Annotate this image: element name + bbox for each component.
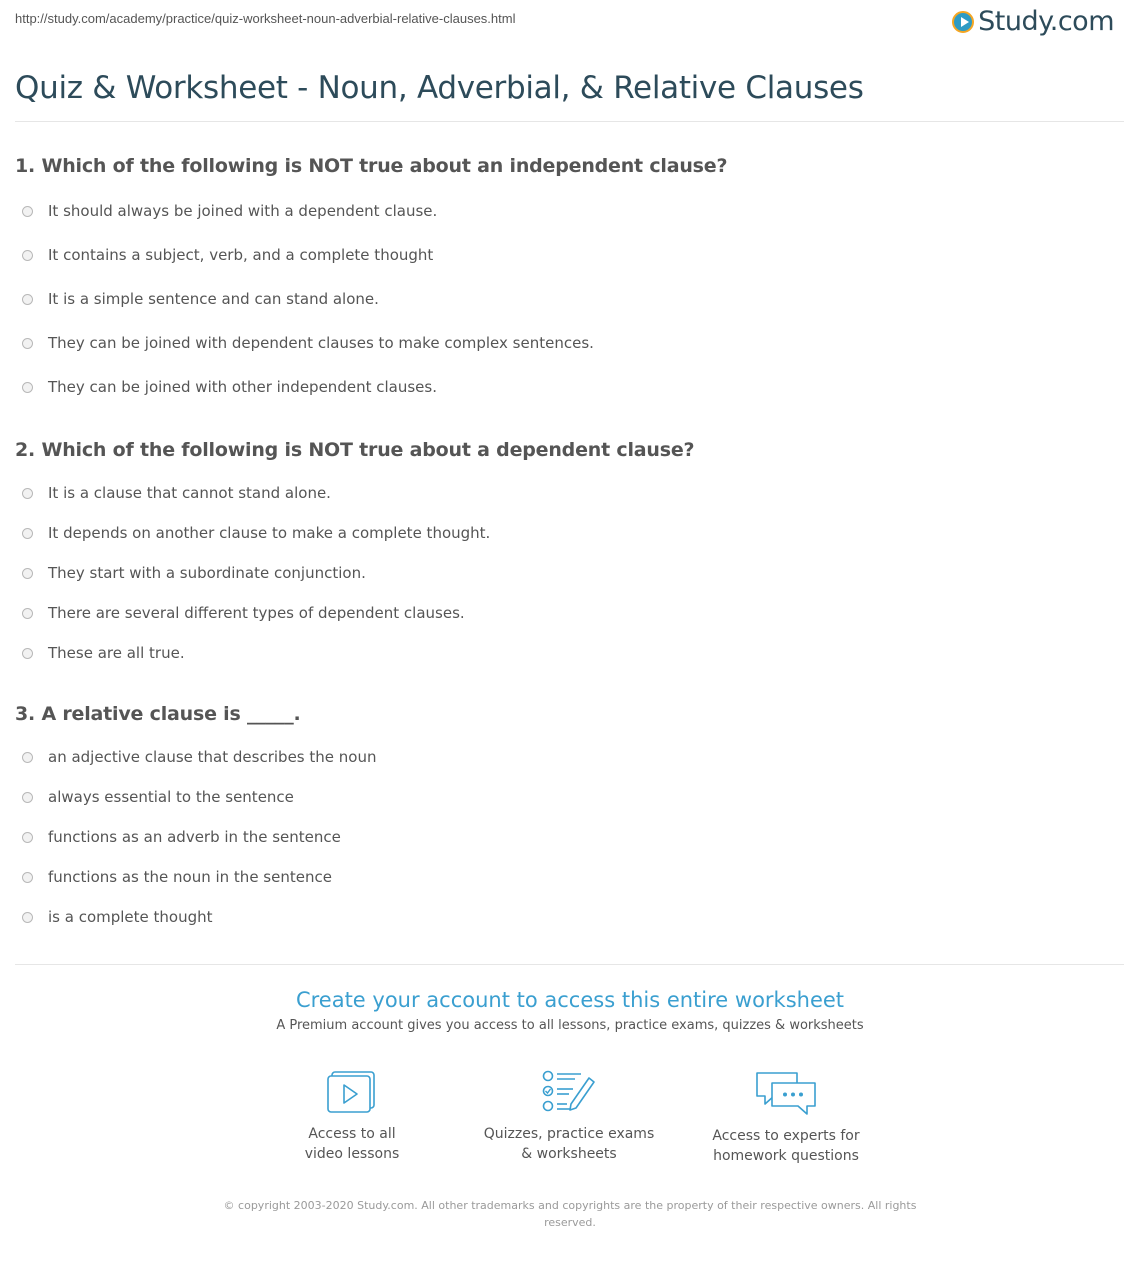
radio-button[interactable] bbox=[22, 872, 33, 883]
video-lessons-icon bbox=[326, 1070, 378, 1114]
divider bbox=[15, 121, 1124, 122]
answer-option[interactable] bbox=[22, 200, 594, 222]
play-circle-icon bbox=[952, 11, 974, 33]
feature-quizzes bbox=[469, 1070, 669, 1164]
radio-button[interactable] bbox=[22, 206, 33, 217]
answer-label: It contains a subject, verb, and a complete thought bbox=[48, 246, 434, 264]
feature-label: Quizzes, practice exams & worksheets bbox=[483, 1126, 655, 1162]
answer-option[interactable] bbox=[22, 866, 376, 888]
answer-label: is a complete thought bbox=[48, 908, 213, 926]
answer-option[interactable] bbox=[22, 244, 594, 266]
answer-label: functions as the noun in the sentence bbox=[48, 868, 332, 886]
answer-option[interactable] bbox=[22, 562, 490, 584]
question-1-text: 1. Which of the following is NOT true about an independent clause? bbox=[15, 155, 728, 177]
answer-option[interactable] bbox=[22, 826, 376, 848]
answer-option[interactable] bbox=[22, 642, 490, 664]
answer-label: They can be joined with other independent clauses. bbox=[48, 378, 437, 396]
radio-button[interactable] bbox=[22, 294, 33, 305]
question-2-options bbox=[22, 482, 490, 664]
answer-option[interactable] bbox=[22, 522, 490, 544]
logo-text: Study.com bbox=[978, 6, 1114, 37]
answer-option[interactable] bbox=[22, 288, 594, 310]
answer-label: It is a clause that cannot stand alone. bbox=[48, 484, 331, 502]
radio-button[interactable] bbox=[22, 912, 33, 923]
question-2-text: 2. Which of the following is NOT true about a dependent clause? bbox=[15, 439, 695, 461]
radio-button[interactable] bbox=[22, 792, 33, 803]
radio-button[interactable] bbox=[22, 568, 33, 579]
answer-label: It depends on another clause to make a complete thought. bbox=[48, 524, 491, 542]
feature-label: Access to all video lessons bbox=[304, 1126, 400, 1162]
question-1-options bbox=[22, 200, 594, 398]
answer-option[interactable] bbox=[22, 786, 376, 808]
question-3-text: 3. A relative clause is _____. bbox=[15, 703, 301, 725]
radio-button[interactable] bbox=[22, 832, 33, 843]
radio-button[interactable] bbox=[22, 250, 33, 261]
feature-experts bbox=[686, 1070, 886, 1166]
feature-label: Access to experts for homework questions bbox=[712, 1128, 860, 1164]
answer-option[interactable] bbox=[22, 376, 594, 398]
chat-bubbles-icon bbox=[754, 1070, 818, 1116]
answer-label: always essential to the sentence bbox=[48, 788, 294, 806]
answer-label: an adjective clause that describes the noun bbox=[48, 748, 377, 766]
radio-button[interactable] bbox=[22, 648, 33, 659]
answer-option[interactable] bbox=[22, 906, 376, 928]
answer-label: It is a simple sentence and can stand alone. bbox=[48, 290, 379, 308]
answer-option[interactable] bbox=[22, 602, 490, 624]
feature-video-lessons bbox=[252, 1070, 452, 1164]
answer-label: These are all true. bbox=[48, 644, 185, 662]
answer-label: functions as an adverb in the sentence bbox=[48, 828, 341, 846]
answer-option[interactable] bbox=[22, 746, 376, 768]
page-url: http://study.com/academy/practice/quiz-worksheet-noun-adverbial-relative-clauses.html bbox=[15, 11, 516, 26]
create-account-link[interactable]: Create your account to access this entire worksheet bbox=[295, 988, 845, 1012]
copyright-text: © copyright 2003-2020 Study.com. All other trademarks and copyrights are the property of their respective owners. All rights reserved. bbox=[223, 1199, 917, 1229]
radio-button[interactable] bbox=[22, 338, 33, 349]
premium-description: A Premium account gives you access to all lessons, practice exams, quizzes & worksheets bbox=[276, 1018, 864, 1033]
radio-button[interactable] bbox=[22, 382, 33, 393]
radio-button[interactable] bbox=[22, 528, 33, 539]
radio-button[interactable] bbox=[22, 752, 33, 763]
radio-button[interactable] bbox=[22, 488, 33, 499]
answer-label: It should always be joined with a dependent clause. bbox=[48, 202, 438, 220]
answer-option[interactable] bbox=[22, 482, 490, 504]
answer-option[interactable] bbox=[22, 332, 594, 354]
question-3-options bbox=[22, 746, 376, 928]
study-logo[interactable] bbox=[952, 6, 1114, 37]
radio-button[interactable] bbox=[22, 608, 33, 619]
page-title: Quiz & Worksheet - Noun, Adverbial, & Relative Clauses bbox=[15, 70, 864, 106]
divider bbox=[15, 964, 1124, 965]
answer-label: They can be joined with dependent clauses to make complex sentences. bbox=[48, 334, 594, 352]
answer-label: They start with a subordinate conjunction. bbox=[48, 564, 366, 582]
quiz-checklist-icon bbox=[541, 1070, 597, 1114]
answer-label: There are several different types of dependent clauses. bbox=[48, 604, 465, 622]
